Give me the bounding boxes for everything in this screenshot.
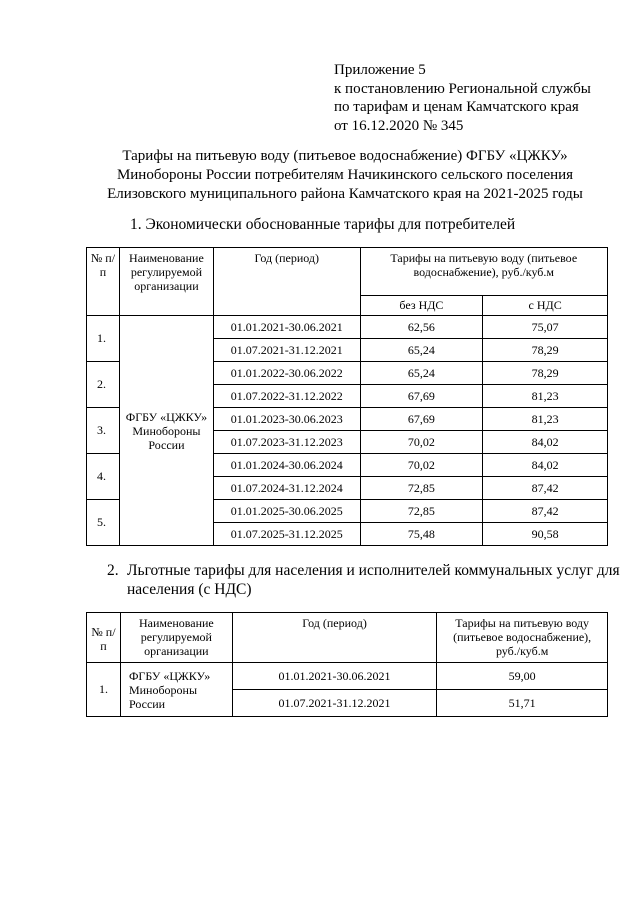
title-line: Тарифы на питьевую воду (питьевое водоснабжение) ФГБУ «ЦЖКУ»	[122, 148, 568, 164]
header-no-vat: без НДС	[360, 296, 483, 316]
preferential-tariffs-table	[86, 612, 608, 717]
period-cell: 01.07.2022-31.12.2022	[213, 385, 360, 408]
with-vat-cell: 84,02	[483, 431, 608, 454]
period-cell: 01.07.2021-31.12.2021	[232, 690, 436, 717]
header-tariff: Тарифы на питьевую воду (питьевое водоснабжение), руб./куб.м	[360, 248, 607, 296]
no-vat-cell: 72,85	[360, 477, 483, 500]
period-cell: 01.01.2025-30.06.2025	[213, 500, 360, 523]
header-period: Год (период)	[232, 613, 436, 663]
appendix-line: по тарифам и ценам Камчатского края	[334, 99, 579, 115]
period-cell: 01.07.2021-31.12.2021	[213, 339, 360, 362]
table-row	[87, 663, 608, 690]
no-vat-cell: 67,69	[360, 408, 483, 431]
appendix-line: Приложение 5	[334, 62, 426, 78]
row-num: 2.	[87, 362, 120, 408]
appendix-line: к постановлению Региональной службы	[334, 80, 591, 97]
section1-heading: 1. Экономически обоснованные тарифы для потребителей	[130, 216, 516, 233]
tariff-cell: 51,71	[437, 690, 608, 717]
appendix-line: от 16.12.2020 № 345	[334, 117, 464, 134]
with-vat-cell: 90,58	[483, 523, 608, 546]
row-num: 5.	[87, 500, 120, 546]
period-cell: 01.01.2024-30.06.2024	[213, 454, 360, 477]
org-name: ФГБУ «ЦЖКУ» Минобороны России	[120, 663, 232, 717]
header-org: Наименование регулируемой организации	[120, 613, 232, 663]
row-num: 1.	[87, 316, 120, 362]
row-num: 4.	[87, 454, 120, 500]
period-cell: 01.01.2021-30.06.2021	[213, 316, 360, 339]
header-period: Год (период)	[213, 248, 360, 316]
appendix-header	[334, 61, 591, 135]
period-cell: 01.07.2023-31.12.2023	[213, 431, 360, 454]
period-cell: 01.07.2025-31.12.2025	[213, 523, 360, 546]
economic-tariffs-table	[86, 247, 608, 546]
no-vat-cell: 75,48	[360, 523, 483, 546]
header-num: № п/п	[87, 613, 121, 663]
document-title	[100, 147, 590, 204]
with-vat-cell: 81,23	[483, 408, 608, 431]
no-vat-cell: 65,24	[360, 362, 483, 385]
section2-number: 2.	[107, 562, 119, 579]
with-vat-cell: 87,42	[483, 500, 608, 523]
no-vat-cell: 70,02	[360, 431, 483, 454]
no-vat-cell: 65,24	[360, 339, 483, 362]
period-cell: 01.01.2022-30.06.2022	[213, 362, 360, 385]
org-name: ФГБУ «ЦЖКУ» Минобороны России	[119, 316, 213, 546]
with-vat-cell: 87,42	[483, 477, 608, 500]
period-cell: 01.07.2024-31.12.2024	[213, 477, 360, 500]
period-cell: 01.01.2023-30.06.2023	[213, 408, 360, 431]
row-num: 1.	[87, 663, 121, 717]
no-vat-cell: 62,56	[360, 316, 483, 339]
with-vat-cell: 75,07	[483, 316, 608, 339]
period-cell: 01.01.2021-30.06.2021	[232, 663, 436, 690]
title-line: Елизовского муниципального района Камчатского края на 2021-2025 годы	[107, 186, 583, 202]
header-tariff: Тарифы на питьевую воду (питьевое водоснабжение), руб./куб.м	[437, 613, 608, 663]
with-vat-cell: 78,29	[483, 362, 608, 385]
header-num: № п/п	[87, 248, 120, 316]
title-line: Минобороны России потребителям Начикинского сельского поселения	[116, 167, 574, 183]
section2-heading-line: Льготные тарифы для населения и исполнителей коммунальных услуг для	[127, 562, 620, 579]
with-vat-cell: 81,23	[483, 385, 608, 408]
tariff-cell: 59,00	[437, 663, 608, 690]
table-row	[87, 316, 608, 339]
section2-heading-line: населения (с НДС)	[127, 581, 252, 598]
no-vat-cell: 72,85	[360, 500, 483, 523]
with-vat-cell: 78,29	[483, 339, 608, 362]
row-num: 3.	[87, 408, 120, 454]
with-vat-cell: 84,02	[483, 454, 608, 477]
no-vat-cell: 67,69	[360, 385, 483, 408]
header-org: Наименование регулируемой организации	[119, 248, 213, 316]
header-with-vat: с НДС	[483, 296, 608, 316]
no-vat-cell: 70,02	[360, 454, 483, 477]
